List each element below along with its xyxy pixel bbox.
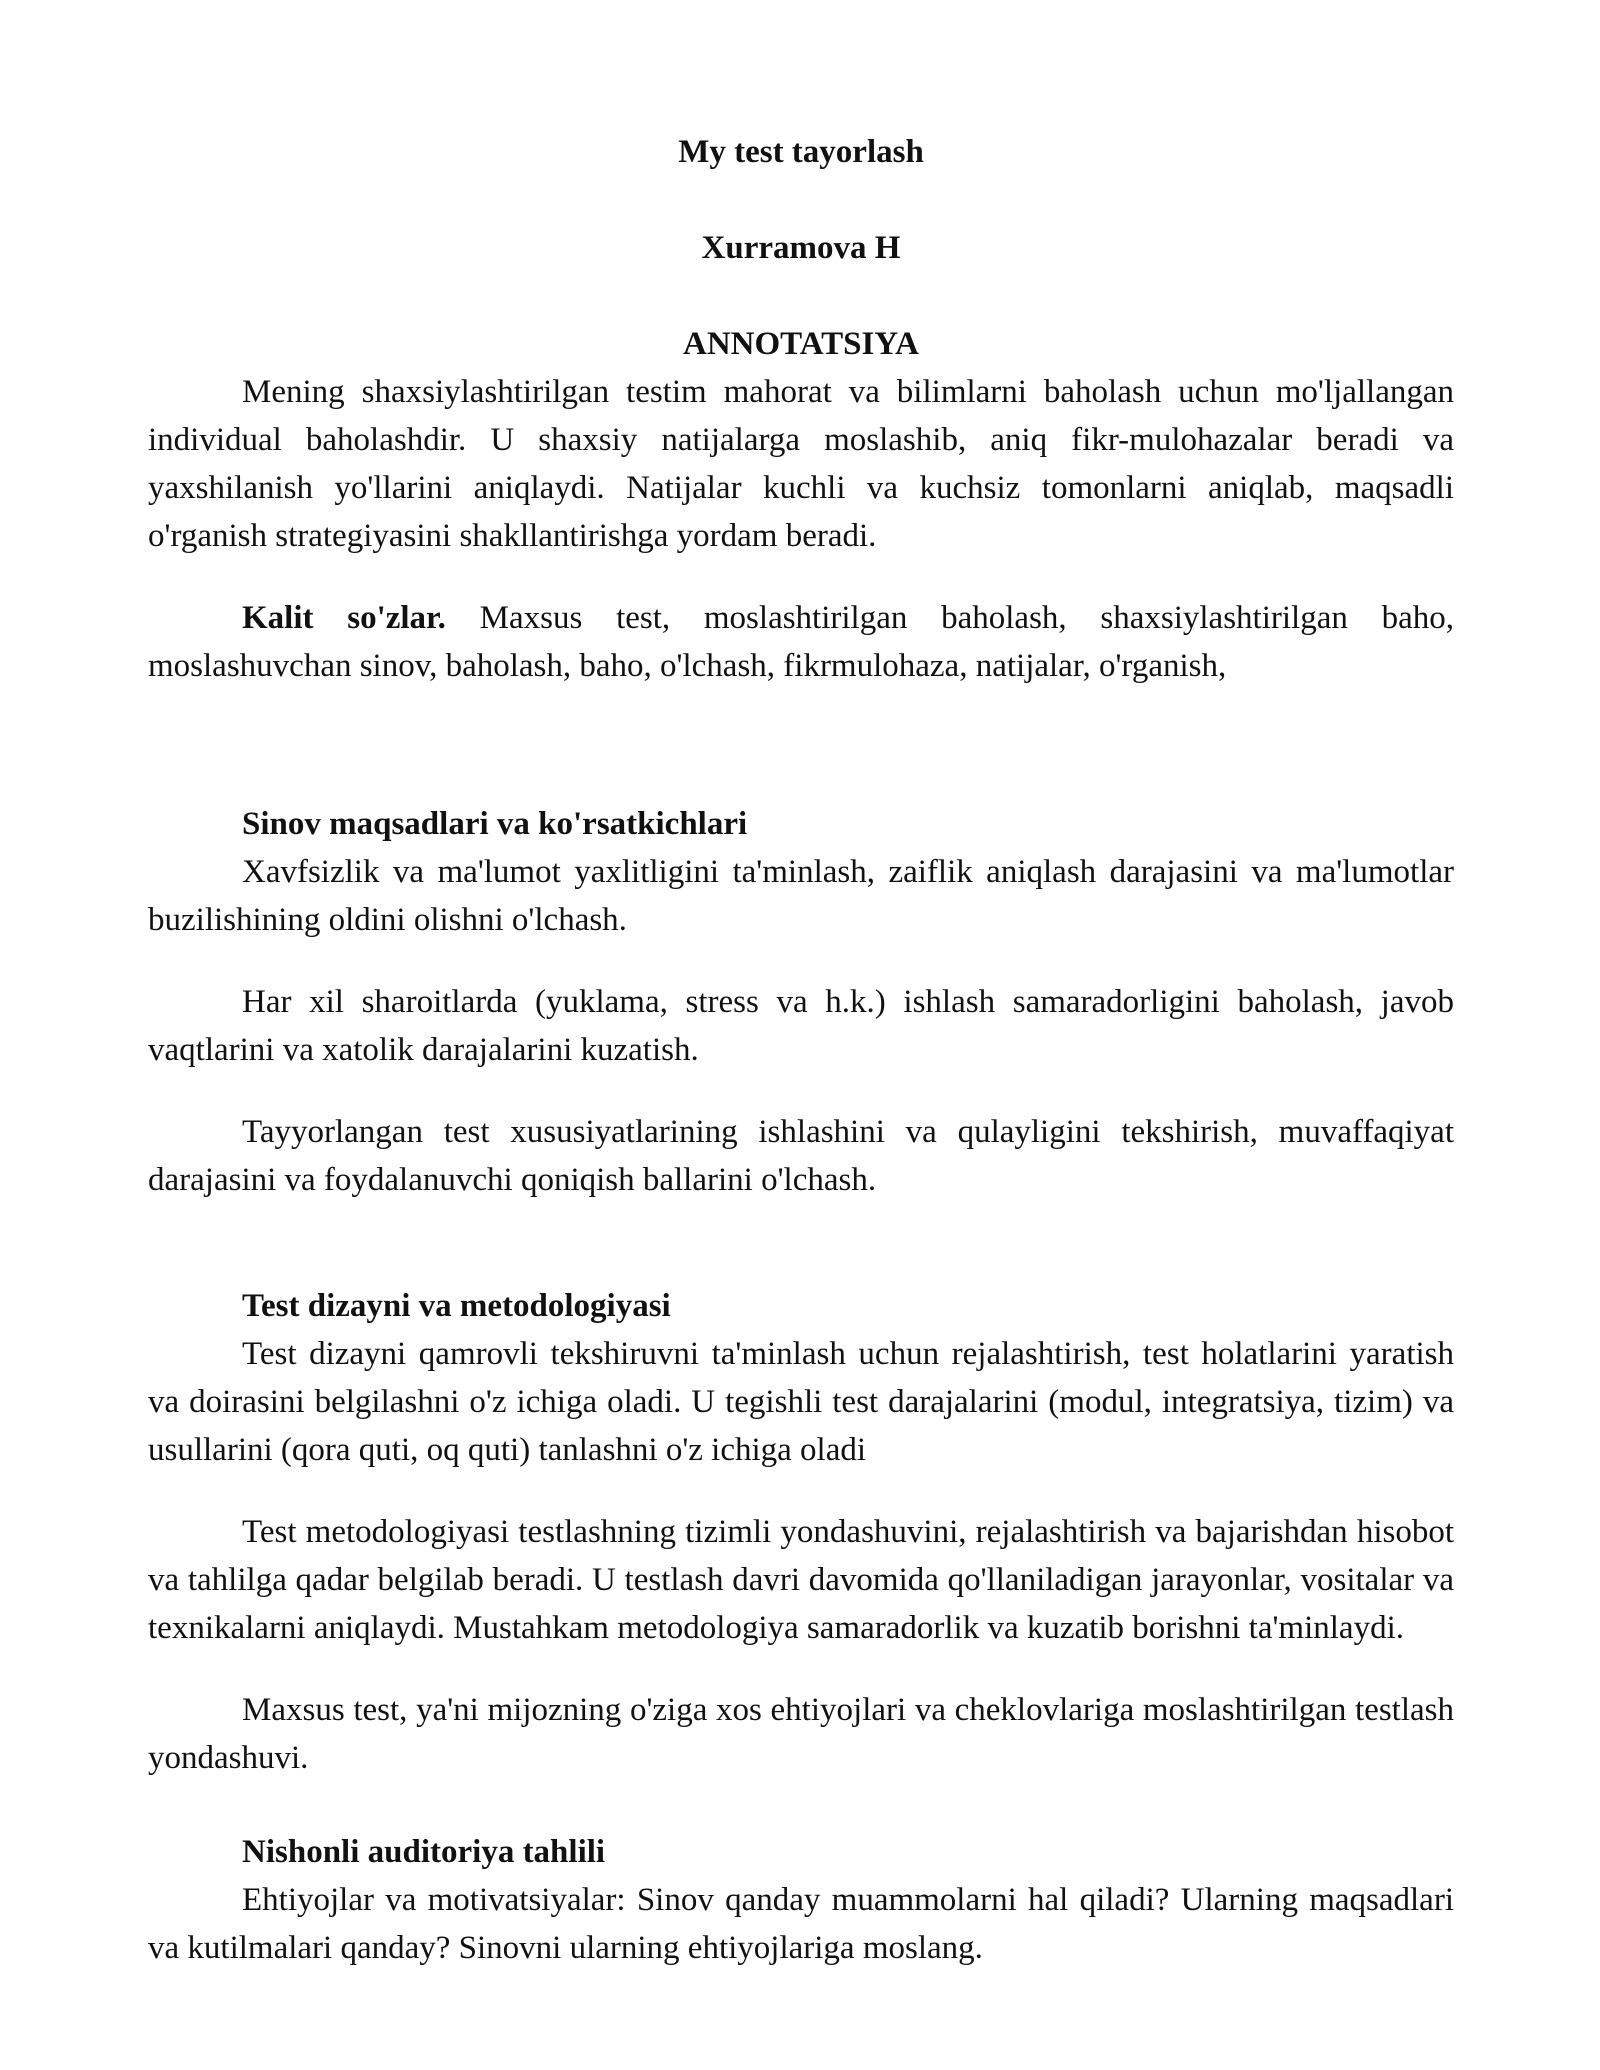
author-name: Xurramova H [701, 230, 901, 266]
annotation-heading: ANNOTATSIYA [683, 326, 919, 362]
section-heading-design: Test dizayni va metodologiyasi [242, 1288, 671, 1324]
document-page [148, 128, 1454, 1972]
keywords-paragraph [148, 594, 1454, 690]
keywords-label: Kalit so'zlar. [242, 600, 446, 636]
annotation-paragraph: Mening shaxsiylashtirilgan testim mahorat va bilimlarni baholash uchun mo'ljallangan individual baholashdir. U shaxsiy natijalarga moslashib, aniq fikr-mulohazalar beradi va yaxshilanish yo'llarini aniqlaydi. Natijalar kuchli va kuchsiz tomonlarni aniqlab, maqsadli o'rganish strategiyasini shakllantirishga yordam beradi. [148, 374, 1454, 554]
section-audience-paragraph-1: Ehtiyojlar va motivatsiyalar: Sinov qanday muammolarni hal qiladi? Ularning maqsadlari va kutilmalari qanday? Sinovni ularning ehtiyojlariga moslang. [148, 1882, 1454, 1966]
section-goals-paragraph-2: Har xil sharoitlarda (yuklama, stress va h.k.) ishlash samaradorligini baholash, javob vaqtlarini va xatolik darajalarini kuzatish. [148, 984, 1454, 1068]
section-heading-goals: Sinov maqsadlari va ko'rsatkichlari [242, 806, 748, 842]
keywords-text: Maxsus test, moslashtirilgan baholash, shaxsiylashtirilgan baho, moslashuvchan sinov, baholash, baho, o'lchash, fikrmulohaza, natijalar, o'rganish, [148, 600, 1454, 684]
section-goals-paragraph-3: Tayyorlangan test xususiyatlarining ishlashini va qulayligini tekshirish, muvaffaqiyat darajasini va foydalanuvchi qoniqish ballarini o'lchash. [148, 1114, 1454, 1198]
section-design-paragraph-2: Test metodologiyasi testlashning tizimli yondashuvini, rejalashtirish va bajarishdan hisobot va tahlilga qadar belgilab beradi. U testlash davri davomida qo'llaniladigan jarayonlar, vositalar va texnikalarni aniqlaydi. Mustahkam metodologiya samaradorlik va kuzatib borishni ta'minlaydi. [148, 1514, 1454, 1646]
section-heading-audience: Nishonli auditoriya tahlili [242, 1834, 606, 1870]
document-title: My test tayorlash [678, 134, 924, 170]
section-design-paragraph-1: Test dizayni qamrovli tekshiruvni ta'minlash uchun rejalashtirish, test holatlarini yaratish va doirasini belgilashni o'z ichiga oladi. U tegishli test darajalarini (modul, integratsiya, tizim) va usullarini (qora quti, oq quti) tanlashni o'z ichiga oladi [148, 1336, 1454, 1468]
section-design-paragraph-3: Maxsus test, ya'ni mijozning o'ziga xos ehtiyojlari va cheklovlariga moslashtirilgan testlash yondashuvi. [148, 1692, 1454, 1776]
section-goals-paragraph-1: Xavfsizlik va ma'lumot yaxlitligini ta'minlash, zaiflik aniqlash darajasini va ma'lumotlar buzilishining oldini olishni o'lchash. [148, 854, 1454, 938]
